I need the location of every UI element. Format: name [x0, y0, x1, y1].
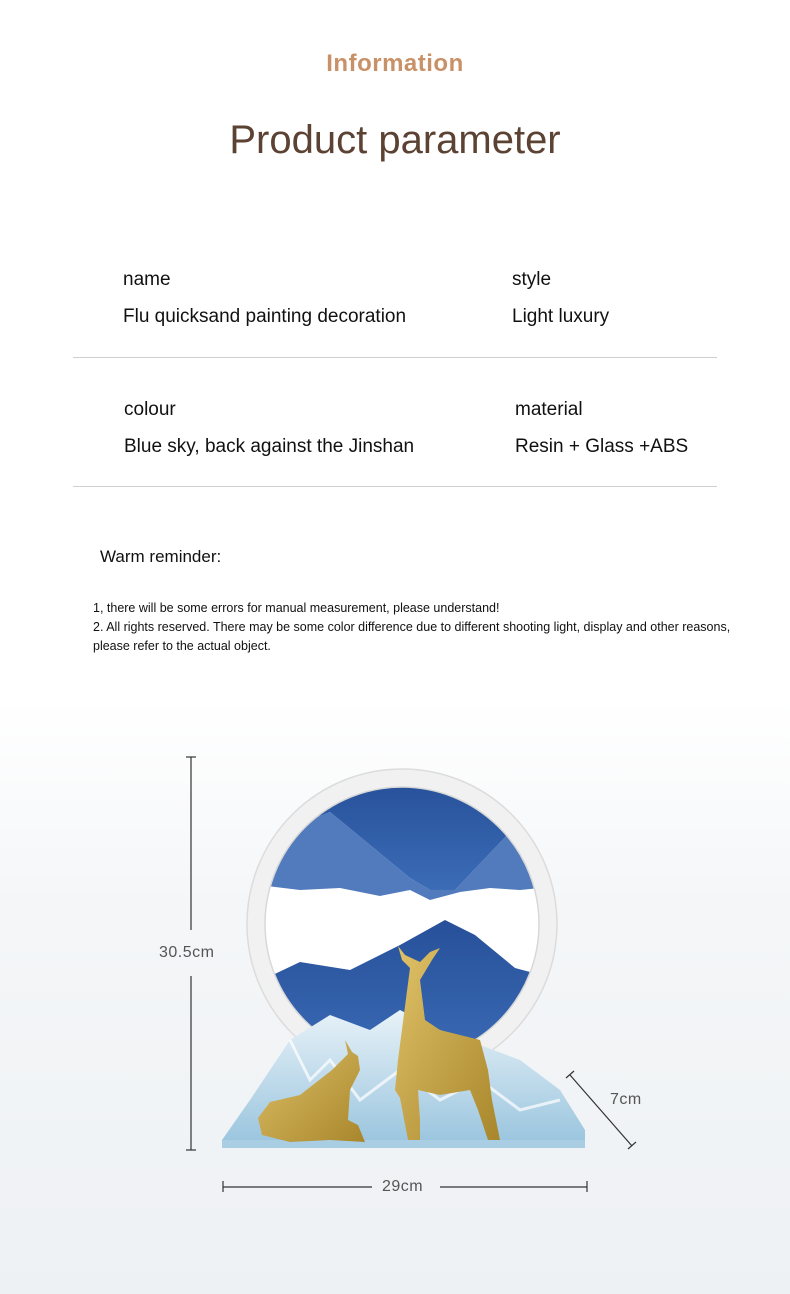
param-name-label: name: [123, 269, 171, 290]
base-bottom: [222, 1140, 585, 1148]
param-style-label: style: [512, 269, 552, 290]
param-material-value: Resin + Glass +ABS: [515, 436, 689, 457]
depth-tick-top: [566, 1071, 574, 1078]
param-colour-label: colour: [124, 399, 176, 420]
depth-dimension-label: 7cm: [610, 1091, 642, 1108]
product-illustration: [0, 740, 790, 1220]
section-kicker: Information: [326, 50, 464, 77]
reminder-title: Warm reminder:: [100, 547, 222, 566]
param-material-label: material: [515, 399, 583, 420]
param-colour-value: Blue sky, back against the Jinshan: [124, 436, 415, 457]
divider-2: [73, 486, 717, 487]
height-dimension-label: 30.5cm: [159, 944, 215, 961]
divider-1: [73, 357, 717, 358]
page-title: Product parameter: [229, 118, 561, 162]
reminder-note-1: 1, there will be some errors for manual measurement, please understand!: [93, 601, 500, 615]
param-name-value: Flu quicksand painting decoration: [123, 306, 407, 327]
param-style-value: Light luxury: [512, 306, 610, 327]
reminder-note-2: 2. All rights reserved. There may be some color difference due to different shooting light, display and other reasons, please refer to the actual object.: [93, 620, 731, 653]
width-dimension-label: 29cm: [382, 1178, 424, 1195]
